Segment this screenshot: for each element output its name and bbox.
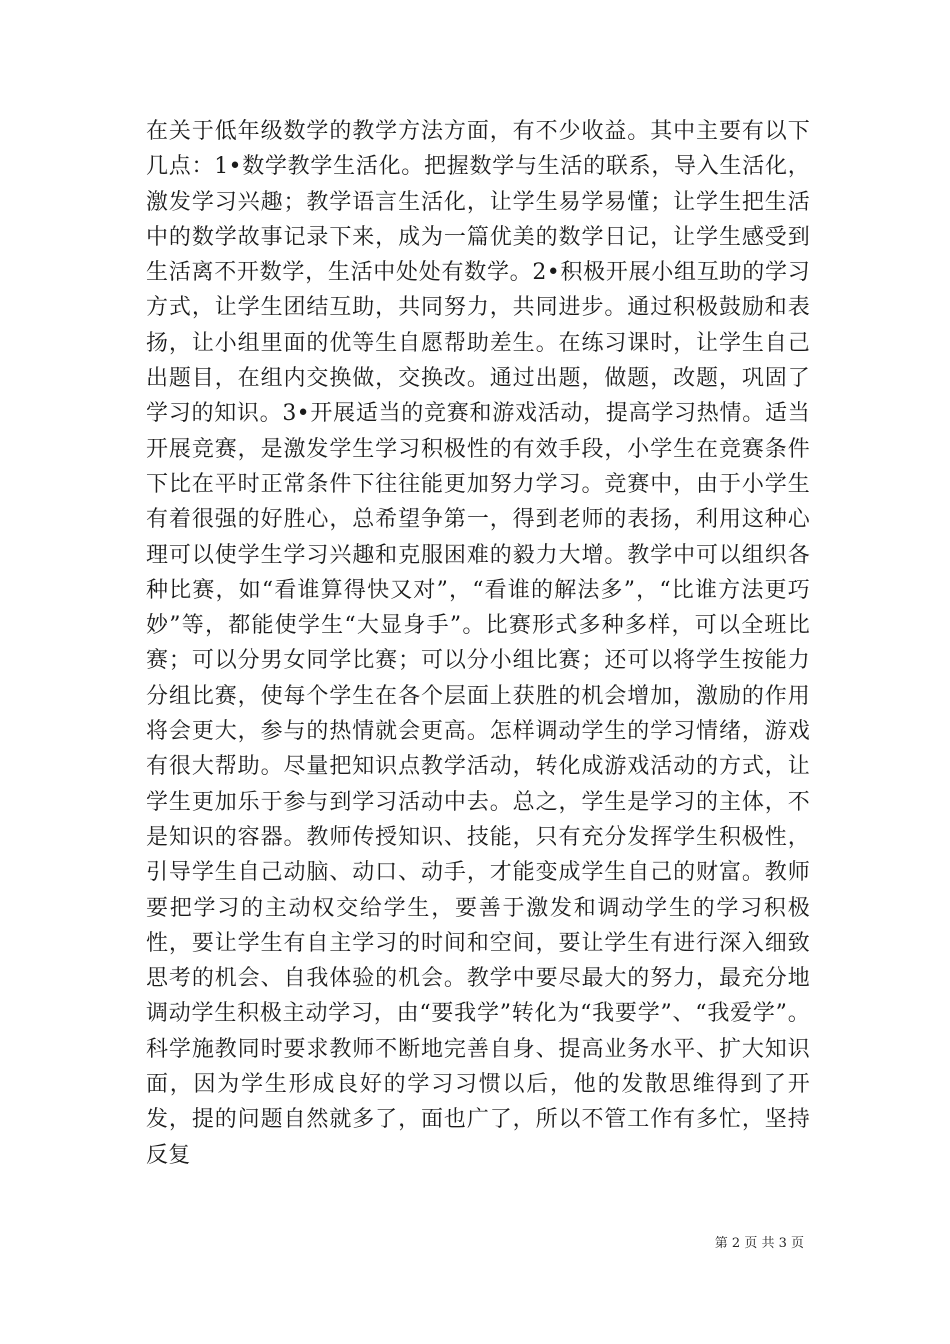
body-paragraph: 在关于低年级数学的教学方法方面，有不少收益。其中主要有以下几点：1•数学教学生活化。把握数学与生活的联系，导入生活化，激发学习兴趣；教学语言生活化，让学生易学易懂；让学生把生活中的数学故事记录下来，成为一篇优美的数学日记，让学生感受到生活离不开数学，生活中处处有数学。2•积极开展小组互助的学习方式，让学生团结互助，共同努力，共同进步。通过积极鼓励和表扬，让小组里面的优等生自愿帮助差生。在练习课时，让学生自己出题目，在组内交换做，交换改。通过出题，做题，改题，巩固了学习的知识。3•开展适当的竞赛和游戏活动，提高学习热情。适当开展竞赛，是激发学生学习积极性的有效手段，小学生在竞赛条件下比在平时正常条件下往往能更加努力学习。竞赛中，由于小学生有着很强的好胜心，总希望争第一，得到老师的表扬，利用这种心理可以使学生学习兴趣和克服困难的毅力大增。教学中可以组织各种比赛，如“看谁算得快又对”，“看谁的解法多”，“比谁方法更巧妙”等，都能使学生“大显身手”。比赛形式多种多样，可以全班比赛；可以分男女同学比赛；可以分小组比赛；还可以将学生按能力分组比赛，使每个学生在各个层面上获胜的机会增加，激励的作用将会更大，参与的热情就会更高。怎样调动学生的学习情绪，游戏有很大帮助。尽量把知识点教学活动，转化成游戏活动的方式，让学生更加乐于参与到学习活动中去。总之，学生是学习的主体，不是知识的容器。教师传授知识、技能，只有充分发挥学生积极性，引导学生自己动脑、动口、动手，才能变成学生自己的财富。教师要把学习的主动权交给学生，要善于激发和调动学生的学习积极性，要让学生有自主学习的时间和空间，要让学生有进行深入细致思考的机会、自我体验的机会。教学中要尽最大的努力，最充分地调动学生积极主动学习，由“要我学”转化为“我要学”、“我爱学”。科学施教同时要求教师不断地完善自身、提高业务水平、扩大知识面，因为学生形成良好的学习习惯以后，他的发散思维得到了开发，提的问题自然就多了，面也广了，所以不管工作有多忙，坚持反复 [146,119,810,1168]
page-number-footer: 第 2 页 共 3 页 [714,1236,804,1251]
